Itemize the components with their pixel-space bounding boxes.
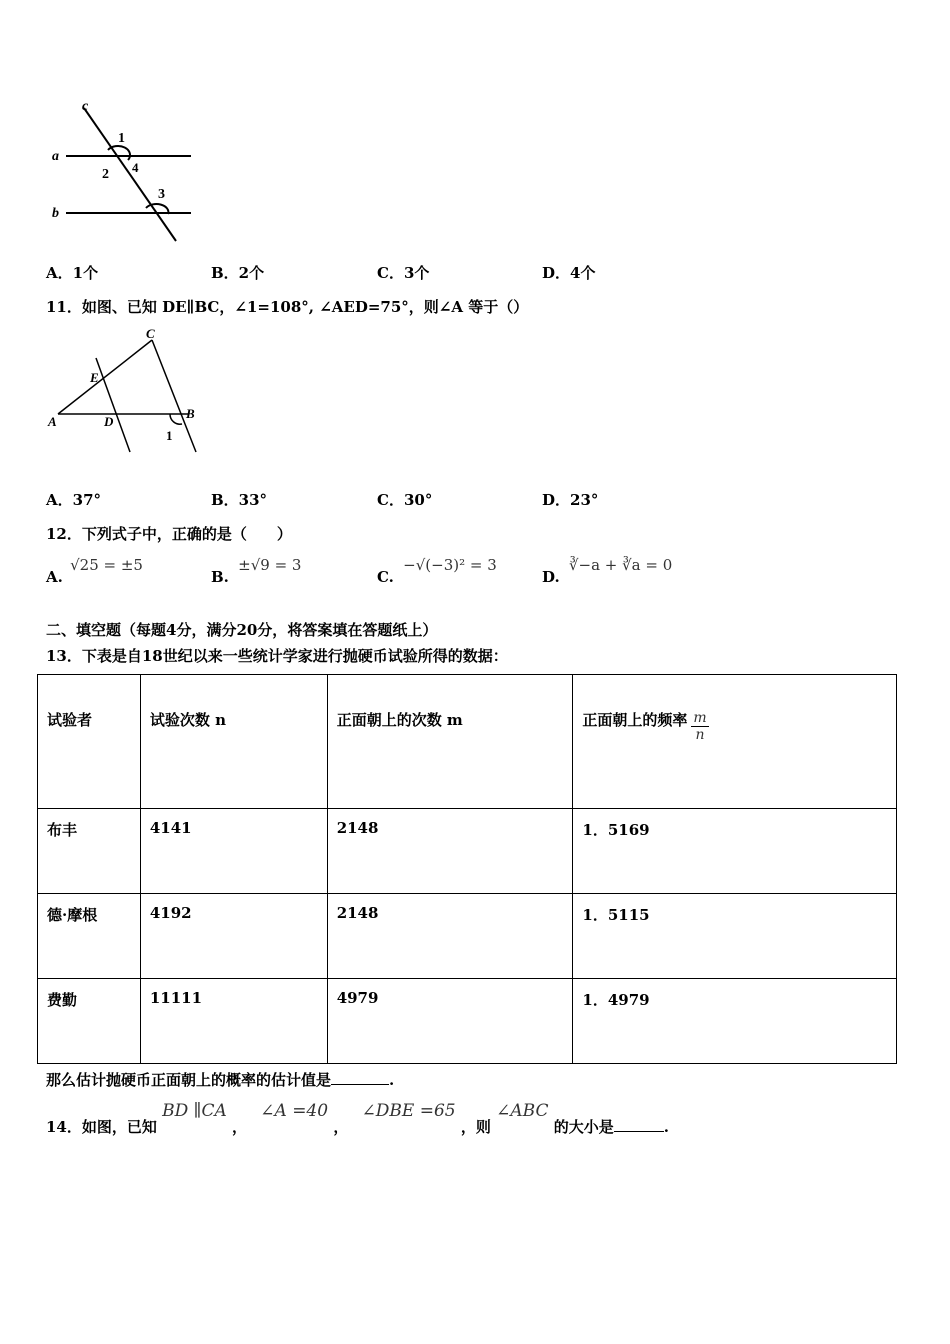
header-experimenter: 试验者 (38, 675, 141, 809)
q12-option-b-expr: ±√9 = 3 (238, 556, 302, 574)
q10-option-d[interactable]: D．4个 (542, 264, 596, 282)
q12-option-c-letter: C. (377, 568, 394, 586)
q14-line (46, 1100, 669, 1134)
segment-cb-extended (152, 340, 196, 452)
table-row (38, 809, 897, 894)
q13-conclusion-end: . (389, 1071, 395, 1089)
cell-heads-count: 4979 (327, 979, 573, 1064)
cell-heads-frequency: 1．4979 (573, 979, 897, 1064)
cell-trials: 11111 (140, 979, 327, 1064)
section-2-heading: 二、填空题（每题4分，满分20分，将答案填在答题纸上） (46, 621, 438, 639)
q13-conclusion-text: 那么估计抛硬币正面朝上的概率的估计值是 (46, 1071, 332, 1089)
q12-option-a[interactable] (46, 556, 143, 586)
header-heads-count: 正面朝上的次数 m (327, 675, 573, 809)
segment-ed-extended (96, 358, 130, 452)
transversal-c (84, 108, 176, 241)
table-row (38, 894, 897, 979)
coin-toss-table (37, 674, 897, 1064)
label-c: c (82, 99, 89, 114)
fraction-numerator: m (693, 710, 707, 726)
label-angle-3: 3 (158, 187, 165, 202)
header-trials: 试验次数 n (140, 675, 327, 809)
label-E: E (90, 370, 99, 385)
header-heads-frequency-label: 正面朝上的频率 (582, 711, 688, 729)
label-A: A (48, 414, 57, 429)
q12-option-a-letter: A. (46, 568, 63, 586)
q13-conclusion (46, 1069, 394, 1090)
label-D: D (104, 414, 114, 429)
q13-stem: 13．下表是自18世纪以来一些统计学家进行抛硬币试验所得的数据： (46, 647, 508, 665)
q10-option-b[interactable]: B．2个 (211, 264, 265, 282)
q12-option-d[interactable] (542, 556, 673, 586)
q11-option-b[interactable]: B．33° (211, 491, 268, 509)
triangle-figure (46, 328, 206, 458)
q14-end: . (663, 1118, 669, 1136)
cell-heads-count: 2148 (327, 894, 573, 979)
cell-heads-frequency: 1．5169 (573, 809, 897, 894)
q12-option-c-expr: −√(−3)² = 3 (403, 556, 497, 574)
q12-stem: 12．下列式子中，正确的是（ ） (46, 525, 292, 543)
q12-option-b-letter: B. (211, 568, 229, 586)
q14-prefix: 14．如图，已知 (46, 1118, 157, 1136)
label-b: b (52, 206, 59, 221)
cell-trials: 4141 (140, 809, 327, 894)
table-header-row (38, 675, 897, 809)
label-1: 1 (166, 428, 173, 443)
cell-experimenter: 费勤 (38, 979, 141, 1064)
q14-answer-blank[interactable] (614, 1117, 664, 1132)
label-C: C (146, 328, 155, 341)
cell-trials: 4192 (140, 894, 327, 979)
table-row (38, 979, 897, 1064)
q14-sep-3: ，则 (460, 1118, 491, 1136)
label-angle-4: 4 (132, 160, 139, 175)
q14-expr-parallel: BD ∥CA (162, 1101, 227, 1121)
q11-option-c[interactable]: C．30° (377, 491, 433, 509)
q11-option-d[interactable]: D．23° (542, 491, 599, 509)
q12-option-b[interactable] (211, 556, 302, 586)
q14-sep-1: ， (232, 1118, 248, 1136)
q12-option-c[interactable] (377, 556, 497, 586)
cell-heads-count: 2148 (327, 809, 573, 894)
label-a: a (52, 149, 59, 164)
header-heads-frequency (573, 675, 897, 809)
q11-stem: 11．如图、已知 DE∥BC，∠1=108°, ∠AED=75°，则∠A 等于（） (46, 298, 529, 316)
angle-arc-1 (170, 414, 182, 424)
q12-option-a-expr: √25 = ±5 (70, 556, 143, 574)
cell-heads-frequency: 1．5115 (573, 894, 897, 979)
q14-expr-angle-dbe: ∠DBE =65 (361, 1101, 456, 1121)
q10-option-c[interactable]: C．3个 (377, 264, 430, 282)
q14-expr-angle-a: ∠A =40 (260, 1101, 329, 1121)
q12-option-d-expr: ∛−a + ∛a = 0 (568, 556, 673, 574)
label-B: B (186, 406, 195, 421)
parallel-lines-figure (46, 98, 196, 246)
label-angle-2: 2 (102, 167, 109, 182)
q12-options (46, 556, 766, 586)
q14-expr-angle-abc: ∠ABC (496, 1101, 549, 1121)
frequency-fraction (691, 710, 708, 743)
q14-sep-2: ， (333, 1118, 349, 1136)
q12-option-d-letter: D. (542, 568, 560, 586)
q11-option-a[interactable]: A．37° (46, 491, 102, 509)
q13-answer-blank[interactable] (331, 1070, 389, 1085)
segment-ac (58, 340, 152, 414)
fraction-denominator: n (695, 727, 705, 743)
cell-experimenter: 布丰 (38, 809, 141, 894)
q10-option-a[interactable]: A．1个 (46, 264, 99, 282)
cell-experimenter: 德·摩根 (38, 894, 141, 979)
q14-suffix: 的大小是 (553, 1118, 614, 1136)
label-angle-1: 1 (118, 131, 125, 146)
